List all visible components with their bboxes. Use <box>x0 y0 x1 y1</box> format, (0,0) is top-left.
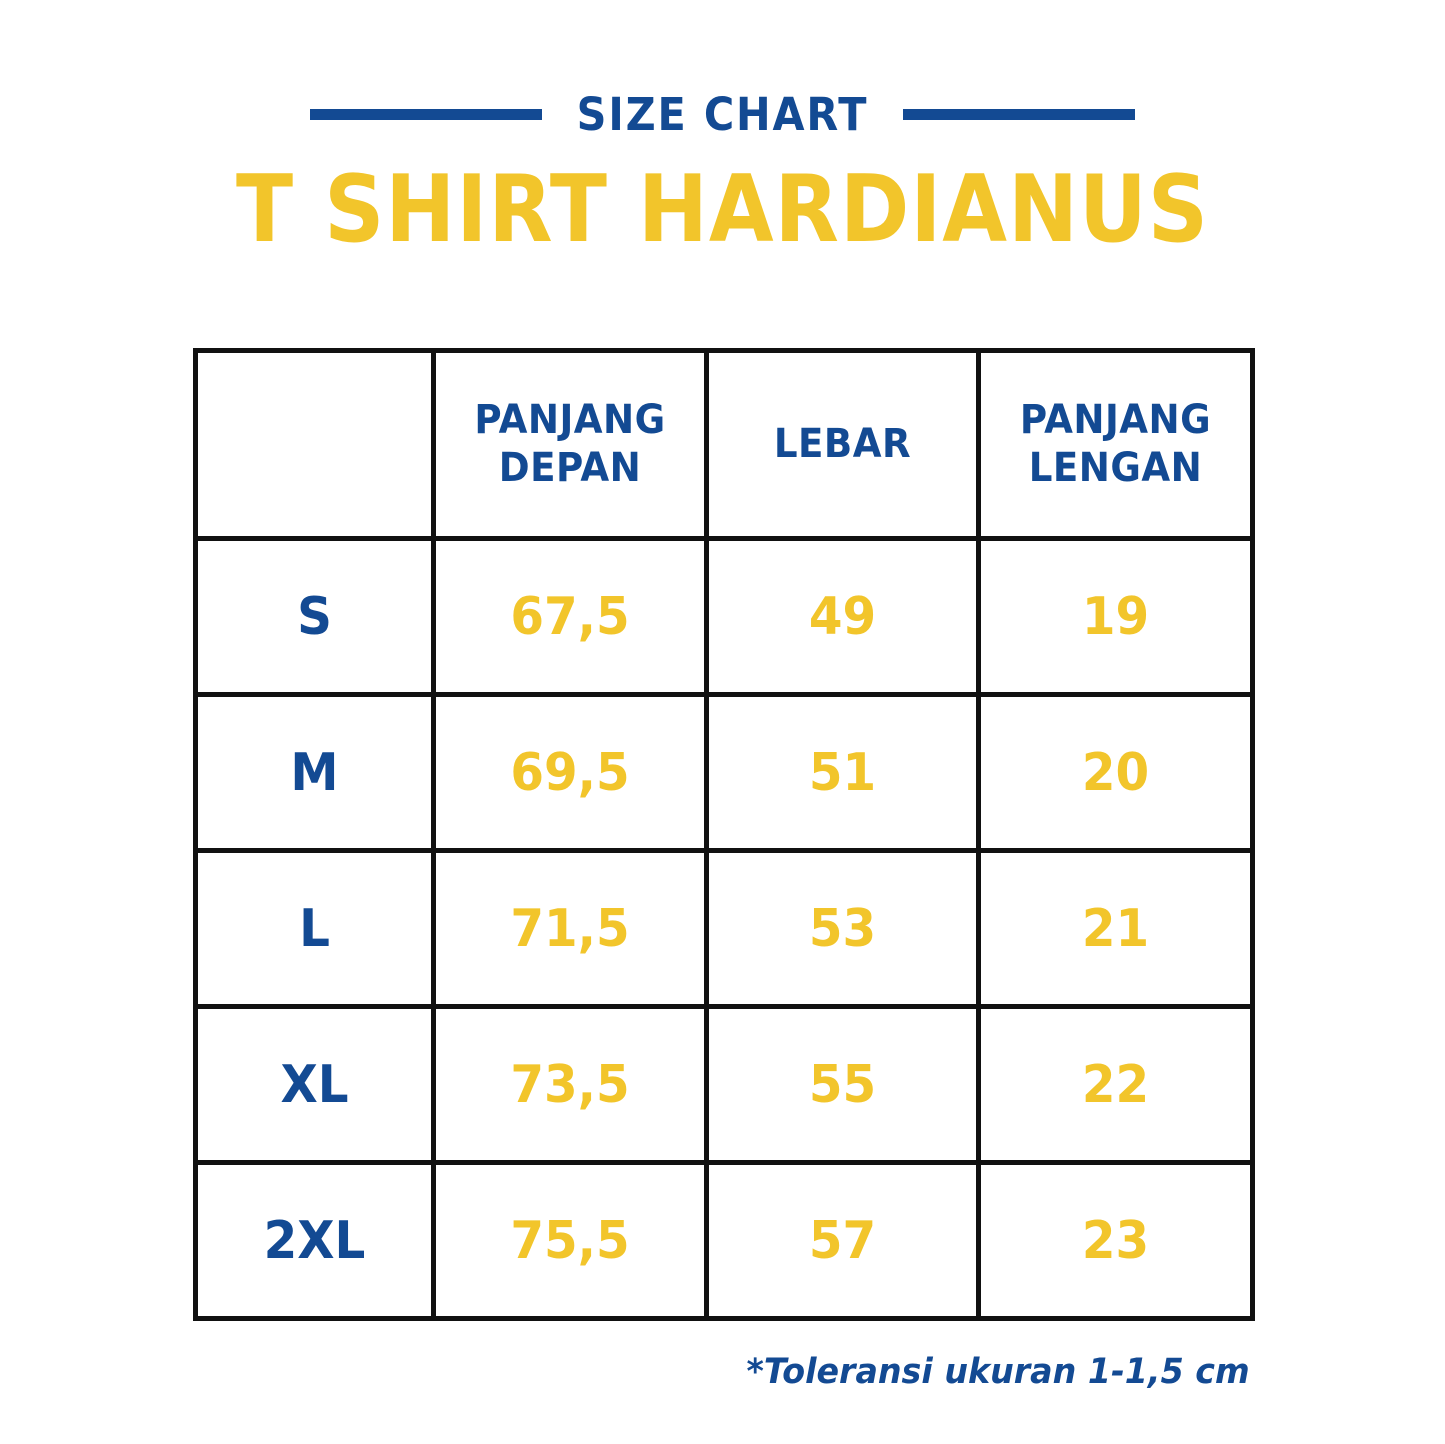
value-lebar: 55 <box>808 1054 877 1115</box>
value-panjang-depan: 71,5 <box>510 898 630 959</box>
row-lebar-cell <box>707 695 979 851</box>
column-header-panjang-depan <box>434 351 707 539</box>
value-lebar: 57 <box>808 1210 877 1271</box>
row-panjang-depan-cell <box>434 539 707 695</box>
size-label: S <box>297 586 332 647</box>
column-header-panjang-lengan <box>979 351 1253 539</box>
table-header <box>196 351 1253 539</box>
table-row <box>196 1007 1253 1163</box>
size-label: 2XL <box>263 1210 366 1271</box>
row-panjang-depan-cell <box>434 1007 707 1163</box>
page-title: T SHIRT HARDIANUS <box>236 155 1209 263</box>
eyebrow-label: SIZE CHART <box>576 88 869 141</box>
table-body <box>196 539 1253 1319</box>
size-label: XL <box>280 1054 349 1115</box>
row-panjang-depan-cell <box>434 695 707 851</box>
column-header-size <box>196 351 434 539</box>
row-panjang-lengan-cell <box>979 1163 1253 1319</box>
value-panjang-depan: 73,5 <box>510 1054 630 1115</box>
row-lebar-cell <box>707 539 979 695</box>
row-lebar-cell <box>707 851 979 1007</box>
size-label: M <box>290 742 339 803</box>
row-size-cell <box>196 539 434 695</box>
row-panjang-lengan-cell <box>979 539 1253 695</box>
row-size-cell <box>196 851 434 1007</box>
table-row <box>196 695 1253 851</box>
value-panjang-lengan: 21 <box>1081 898 1150 959</box>
row-panjang-depan-cell <box>434 851 707 1007</box>
row-lebar-cell <box>707 1007 979 1163</box>
table-header-row <box>196 351 1253 539</box>
value-panjang-lengan: 23 <box>1081 1210 1150 1271</box>
size-label: L <box>299 898 330 959</box>
rule-left <box>310 109 542 120</box>
column-header-panjang-depan-label: PANJANG DEPAN <box>474 397 666 491</box>
value-panjang-depan: 69,5 <box>510 742 630 803</box>
rule-right <box>903 109 1135 120</box>
column-header-panjang-lengan-label: PANJANG LENGAN <box>1019 397 1212 491</box>
table-row <box>196 851 1253 1007</box>
tolerance-note: *Toleransi ukuran 1-1,5 cm <box>746 1352 1250 1392</box>
column-header-lebar <box>707 351 979 539</box>
value-lebar: 51 <box>808 742 877 803</box>
size-table-container <box>193 348 1250 1321</box>
value-panjang-lengan: 22 <box>1081 1054 1150 1115</box>
value-lebar: 49 <box>808 586 877 647</box>
value-lebar: 53 <box>808 898 877 959</box>
table-row <box>196 539 1253 695</box>
row-size-cell <box>196 1007 434 1163</box>
row-size-cell <box>196 1163 434 1319</box>
table-row <box>196 1163 1253 1319</box>
value-panjang-depan: 67,5 <box>510 586 630 647</box>
row-size-cell <box>196 695 434 851</box>
row-panjang-lengan-cell <box>979 1007 1253 1163</box>
eyebrow-row <box>0 88 1445 141</box>
row-panjang-lengan-cell <box>979 695 1253 851</box>
value-panjang-lengan: 19 <box>1081 586 1150 647</box>
size-table <box>193 348 1255 1321</box>
value-panjang-lengan: 20 <box>1081 742 1150 803</box>
row-lebar-cell <box>707 1163 979 1319</box>
value-panjang-depan: 75,5 <box>510 1210 630 1271</box>
row-panjang-depan-cell <box>434 1163 707 1319</box>
column-header-lebar-label: LEBAR <box>773 420 912 467</box>
header <box>0 0 1445 263</box>
row-panjang-lengan-cell <box>979 851 1253 1007</box>
